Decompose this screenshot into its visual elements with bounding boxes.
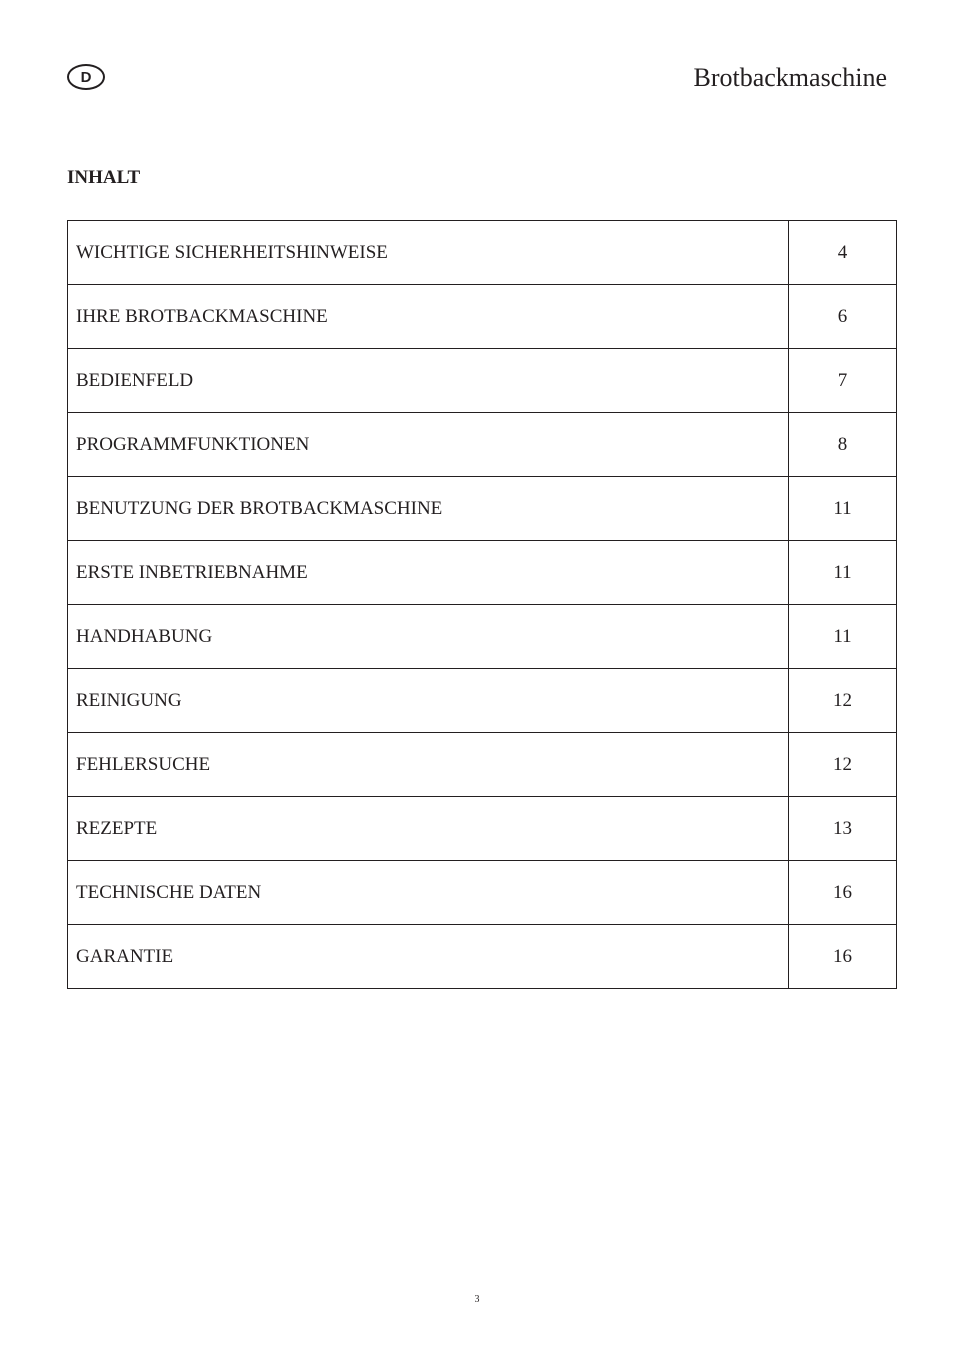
toc-entry-label: HANDHABUNG bbox=[68, 605, 789, 669]
toc-entry-label: WICHTIGE SICHERHEITSHINWEISE bbox=[68, 221, 789, 285]
document-title: Brotbackmaschine bbox=[693, 63, 887, 92]
toc-row bbox=[68, 541, 897, 605]
toc-row bbox=[68, 925, 897, 989]
toc-entry-page: 16 bbox=[789, 861, 897, 925]
toc-entry-page: 12 bbox=[789, 733, 897, 797]
toc-entry-page: 7 bbox=[789, 349, 897, 413]
toc-entry-label: GARANTIE bbox=[68, 925, 789, 989]
toc-row bbox=[68, 221, 897, 285]
toc-row bbox=[68, 733, 897, 797]
toc-row bbox=[68, 861, 897, 925]
toc-entry-label: TECHNISCHE DATEN bbox=[68, 861, 789, 925]
toc-entry-label: IHRE BROTBACKMASCHINE bbox=[68, 285, 789, 349]
toc-entry-label: PROGRAMMFUNKTIONEN bbox=[68, 413, 789, 477]
toc-row bbox=[68, 477, 897, 541]
toc-entry-page: 13 bbox=[789, 797, 897, 861]
toc-entry-label: REZEPTE bbox=[68, 797, 789, 861]
toc-row bbox=[68, 797, 897, 861]
toc-row bbox=[68, 285, 897, 349]
toc-entry-label: REINIGUNG bbox=[68, 669, 789, 733]
table-of-contents bbox=[67, 220, 897, 989]
toc-row bbox=[68, 605, 897, 669]
toc-entry-page: 11 bbox=[789, 477, 897, 541]
toc-row bbox=[68, 669, 897, 733]
toc-entry-page: 12 bbox=[789, 669, 897, 733]
toc-entry-page: 11 bbox=[789, 605, 897, 669]
toc-entry-page: 11 bbox=[789, 541, 897, 605]
language-badge: D bbox=[67, 64, 105, 90]
toc-entry-label: BENUTZUNG DER BROTBACKMASCHINE bbox=[68, 477, 789, 541]
toc-row bbox=[68, 349, 897, 413]
contents-heading: INHALT bbox=[67, 167, 141, 188]
toc-row bbox=[68, 413, 897, 477]
page-number: 3 bbox=[474, 1294, 480, 1305]
toc-entry-page: 4 bbox=[789, 221, 897, 285]
toc-entry-page: 8 bbox=[789, 413, 897, 477]
toc-entry-label: BEDIENFELD bbox=[68, 349, 789, 413]
toc-entry-page: 6 bbox=[789, 285, 897, 349]
toc-entry-label: ERSTE INBETRIEBNAHME bbox=[68, 541, 789, 605]
toc-entry-label: FEHLERSUCHE bbox=[68, 733, 789, 797]
toc-entry-page: 16 bbox=[789, 925, 897, 989]
